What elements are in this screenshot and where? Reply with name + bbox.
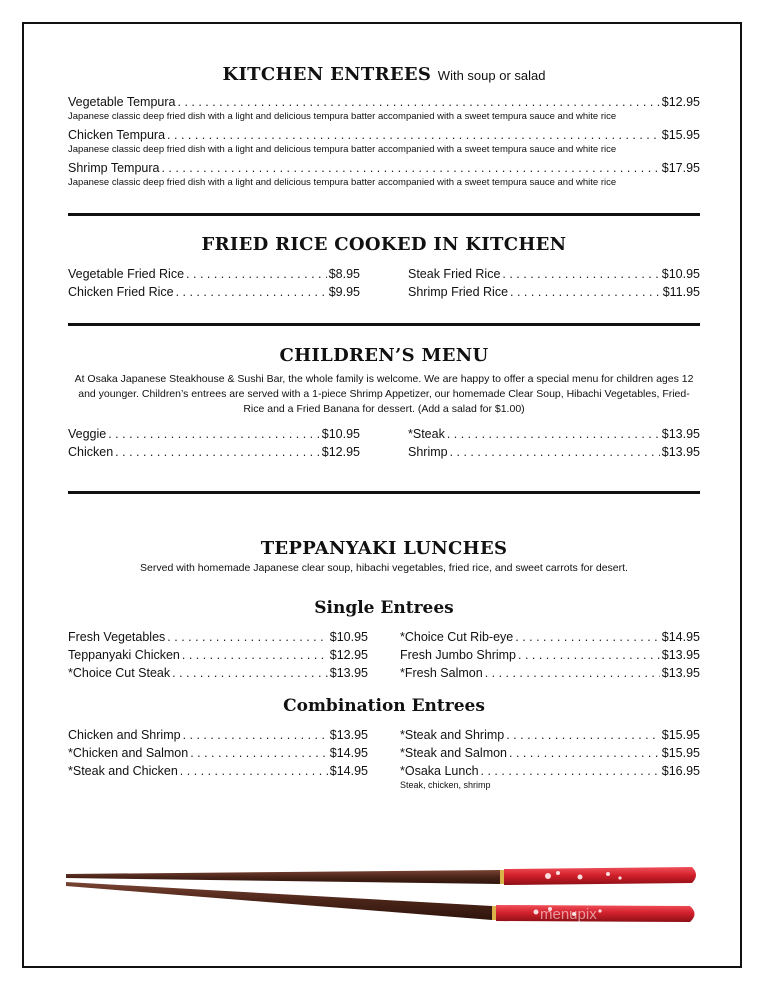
menu-item (68, 443, 360, 461)
childrens-menu-section (68, 345, 700, 461)
item-price: $13.95 (661, 648, 700, 662)
item-price: $16.95 (661, 764, 700, 778)
menu-item (68, 126, 700, 144)
item-name: *Osaka Lunch (400, 764, 479, 778)
item-name: Teppanyaki Chicken (68, 648, 180, 662)
menu-item (68, 628, 368, 646)
item-description: Japanese classic deep fried dish with a light and delicious tempura batter accompanied with a sweet tempura sauce and white rice (68, 144, 617, 155)
item-price: $9.95 (328, 285, 360, 299)
divider (68, 323, 700, 326)
menu-item (68, 744, 368, 762)
item-price: $10.95 (329, 630, 368, 644)
item-description: Japanese classic deep fried dish with a light and delicious tempura batter accompanied with a sweet tempura sauce and white rice (68, 111, 617, 122)
section-description: At Osaka Japanese Steakhouse & Sushi Bar, the whole family is welcome. We are happy to offer a special menu for children ages 12 and younger. Children’s entrees are served with a 1-piece Shrimp Appetizer, our homemade Clear Soup, Hibachi Vegetables, Fried-Rice and a Fried Banana for dessert. (Add a salad for $1.00) (74, 373, 694, 415)
menu-item (400, 762, 700, 780)
item-name: *Choice Cut Rib-eye (400, 630, 514, 644)
item-name: Vegetable Fried Rice (68, 267, 185, 281)
item-name: Shrimp Fried Rice (408, 285, 509, 299)
item-price: $15.95 (661, 746, 700, 760)
kitchen-entrees-section (68, 64, 700, 192)
item-price: $10.95 (321, 427, 360, 441)
item-price: $17.95 (661, 161, 700, 175)
section-title: KITCHEN ENTREES (222, 64, 432, 85)
item-price: $13.95 (329, 666, 368, 680)
chopstick-upper (66, 867, 696, 885)
kitchen-entrees-title (68, 64, 700, 85)
item-price: $10.95 (661, 267, 700, 281)
menu-item (408, 283, 700, 301)
menu-item (408, 265, 700, 283)
item-name: *Choice Cut Steak (68, 666, 171, 680)
item-name: Veggie (68, 427, 107, 441)
watermark: menupix (540, 906, 597, 923)
item-price: $14.95 (329, 764, 368, 778)
teppanyaki-section (68, 538, 700, 791)
single-entrees-title: Single Entrees (314, 598, 454, 618)
item-price: $13.95 (661, 427, 700, 441)
item-price: $12.95 (329, 648, 368, 662)
item-name: Chicken and Shrimp (68, 728, 181, 742)
section-title: TEPPANYAKI LUNCHES (260, 538, 508, 559)
item-name: Fresh Vegetables (68, 630, 166, 644)
item-name: Steak Fried Rice (408, 267, 501, 281)
item-description: Steak, chicken, shrimp (400, 780, 491, 790)
menu-item (68, 265, 360, 283)
section-title: FRIED RICE COOKED IN KITCHEN (201, 234, 567, 255)
item-name: Chicken Fried Rice (68, 285, 174, 299)
menu-item (400, 744, 700, 762)
section-note: With soup or salad (437, 68, 546, 83)
item-name: Fresh Jumbo Shrimp (400, 648, 517, 662)
item-name: *Steak (408, 427, 445, 441)
item-name: Shrimp (408, 445, 448, 459)
item-description: Japanese classic deep fried dish with a light and delicious tempura batter accompanied with a sweet tempura sauce and white rice (68, 177, 617, 188)
item-price: $14.95 (661, 630, 700, 644)
item-price: $12.95 (661, 95, 700, 109)
item-price: $11.95 (662, 285, 700, 299)
menu-item (68, 425, 360, 443)
item-name: *Steak and Salmon (400, 746, 508, 760)
menu-item (408, 425, 700, 443)
item-price: $12.95 (321, 445, 360, 459)
menu-item (400, 726, 700, 744)
menu-item (68, 93, 700, 111)
item-name: Vegetable Tempura (68, 95, 176, 109)
section-description: Served with homemade Japanese clear soup, hibachi vegetables, fried rice, and sweet carrots for desert. (140, 562, 628, 574)
menu-item (68, 726, 368, 744)
menu-item (68, 159, 700, 177)
menu-item (68, 283, 360, 301)
item-price: $13.95 (661, 666, 700, 680)
menu-item (68, 762, 368, 780)
item-name: Chicken Tempura (68, 128, 166, 142)
item-price: $13.95 (329, 728, 368, 742)
menu-item (68, 646, 368, 664)
item-price: $13.95 (661, 445, 700, 459)
menu-item (408, 443, 700, 461)
item-price: $14.95 (329, 746, 368, 760)
menu-item (400, 628, 700, 646)
divider (68, 213, 700, 216)
fried-rice-section (68, 234, 700, 301)
item-name: *Steak and Chicken (68, 764, 178, 778)
item-name: *Chicken and Salmon (68, 746, 189, 760)
item-name: *Fresh Salmon (400, 666, 483, 680)
item-name: Shrimp Tempura (68, 161, 160, 175)
chopstick-lower (66, 882, 695, 922)
menu-item (400, 646, 700, 664)
item-price: $15.95 (661, 128, 700, 142)
chopsticks-icon (60, 862, 708, 934)
divider (68, 491, 700, 494)
section-title: CHILDREN’S MENU (279, 345, 489, 366)
menu-item (400, 664, 700, 682)
item-name: *Steak and Shrimp (400, 728, 505, 742)
item-price: $8.95 (328, 267, 360, 281)
combination-entrees-title: Combination Entrees (283, 696, 485, 716)
item-price: $15.95 (661, 728, 700, 742)
menu-item (68, 664, 368, 682)
item-name: Chicken (68, 445, 114, 459)
